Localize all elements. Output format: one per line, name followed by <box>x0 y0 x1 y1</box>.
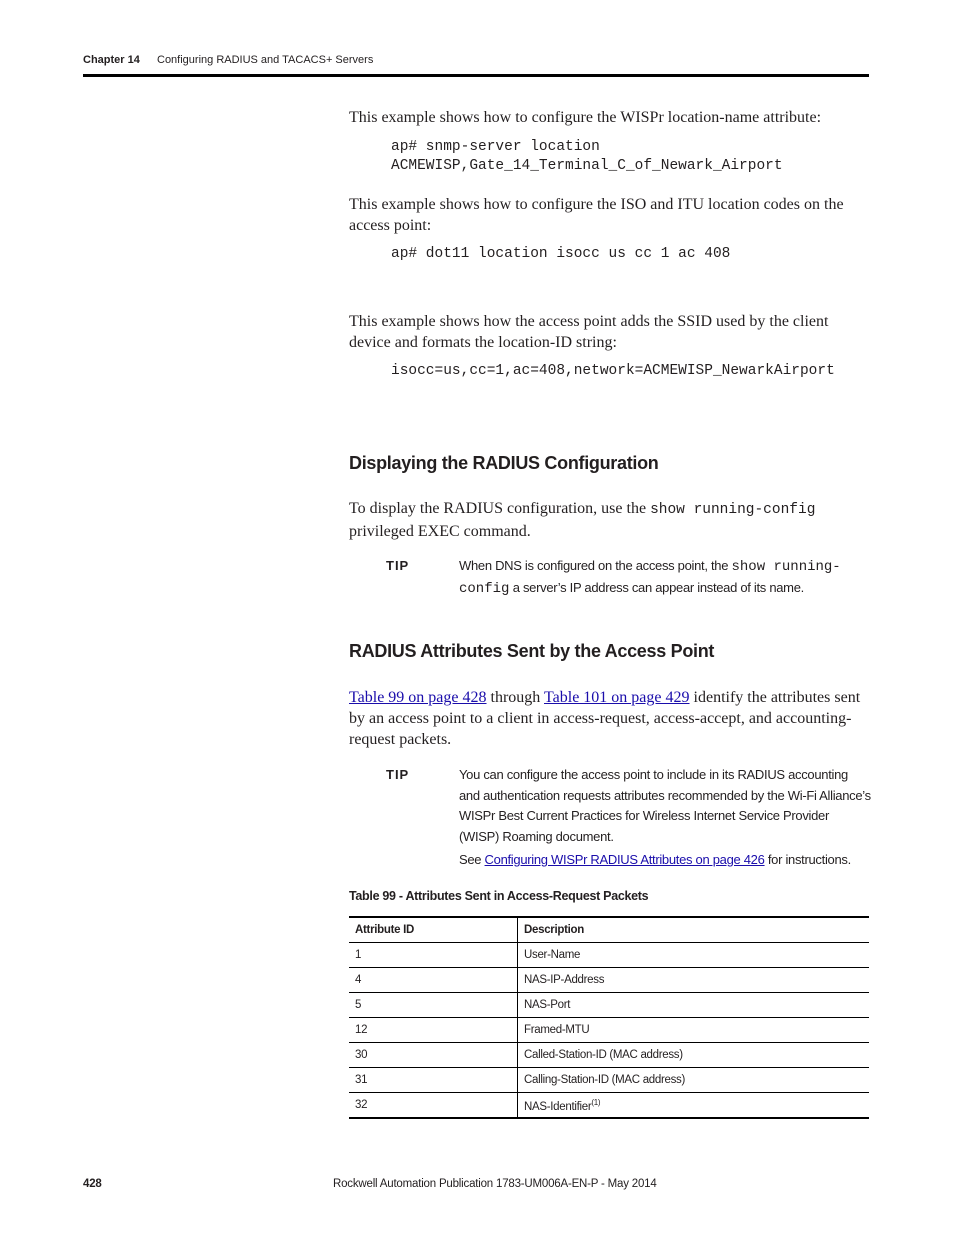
heading-displaying-radius: Displaying the RADIUS Configuration <box>349 453 659 473</box>
cell-attribute-id: 30 <box>349 1043 518 1068</box>
tip-label: TIP <box>386 558 410 573</box>
code-location-id: isocc=us,cc=1,ac=408,network=ACMEWISP_NewarkAirport <box>391 363 835 379</box>
paragraph-text: To display the RADIUS configuration, use the <box>349 500 651 517</box>
cell-attribute-id: 1 <box>349 943 518 968</box>
cell-description <box>518 1093 870 1119</box>
inline-code-show-running-config: show running-config <box>650 502 816 518</box>
table-row <box>349 943 869 968</box>
paragraph-display-config <box>349 498 871 542</box>
footer-page-number: 428 <box>83 1178 102 1190</box>
code-location-name: ap# snmp-server location ACMEWISP,Gate_14_Terminal_C_of_Newark_Airport <box>391 139 783 174</box>
tip-dns <box>459 556 871 599</box>
paragraph-text: privileged EXEC command. <box>349 523 531 540</box>
table-header-row <box>349 917 869 943</box>
cell-attribute-id: 31 <box>349 1068 518 1093</box>
cell-attribute-id: 32 <box>349 1093 518 1119</box>
header-rule <box>83 74 869 77</box>
code-location-codes: ap# dot11 location isocc us cc 1 ac 408 <box>391 246 731 262</box>
link-table-101[interactable]: Table 101 on page 429 <box>544 689 690 706</box>
cell-attribute-id: 4 <box>349 968 518 993</box>
inline-code-config: config <box>459 580 510 597</box>
paragraph-location-codes: This example shows how to configure the ISO and ITU location codes on the access point: <box>349 196 844 234</box>
link-configuring-wispr[interactable]: Configuring WISPr RADIUS Attributes on page 426 <box>484 852 765 867</box>
table-row <box>349 1093 869 1119</box>
attributes-table <box>349 916 869 1119</box>
tip-see-line <box>459 850 871 871</box>
tip-text: for instructions. <box>764 852 851 867</box>
tip-text: a server’s IP address can appear instead of its name. <box>509 579 804 595</box>
cell-description: Called-Station-ID (MAC address) <box>518 1043 870 1068</box>
cell-description: Calling-Station-ID (MAC address) <box>518 1068 870 1093</box>
description-text: NAS-Identifier <box>524 1100 592 1113</box>
link-table-99[interactable]: Table 99 on page 428 <box>349 689 487 706</box>
cell-description: NAS-IP-Address <box>518 968 870 993</box>
column-header-attribute-id: Attribute ID <box>349 917 518 943</box>
tip-text: When DNS is configured on the access point, the <box>459 558 732 573</box>
table-row <box>349 1068 869 1093</box>
table-row <box>349 1018 869 1043</box>
tip-wispr <box>459 765 871 871</box>
table-row <box>349 968 869 993</box>
cell-description: NAS-Port <box>518 993 870 1018</box>
paragraph-text: through <box>486 689 544 706</box>
heading-radius-attributes: RADIUS Attributes Sent by the Access Point <box>349 641 715 661</box>
table-row <box>349 1043 869 1068</box>
column-header-description: Description <box>518 917 870 943</box>
tip-text: You can configure the access point to include in its RADIUS accounting and authentication requests attributes recommended by the Wi-Fi Alliance’s WISPr Best Current Practices for Wireless Internet Service Provider (WISP) Roaming document. <box>459 767 871 844</box>
table-row <box>349 993 869 1018</box>
footnote-marker: (1) <box>591 1097 601 1107</box>
inline-code-show-running: show running- <box>731 559 841 575</box>
cell-attribute-id: 12 <box>349 1018 518 1043</box>
tip-text: See <box>459 852 485 867</box>
paragraph-location-id: This example shows how the access point adds the SSID used by the client device and formats the location-ID string: <box>349 313 829 351</box>
cell-description: User-Name <box>518 943 870 968</box>
header-title: Configuring RADIUS and TACACS+ Servers <box>157 54 374 66</box>
header-chapter: Chapter 14 <box>83 54 140 66</box>
footer-publication: Rockwell Automation Publication 1783-UM006A-EN-P - May 2014 <box>333 1178 657 1190</box>
cell-attribute-id: 5 <box>349 993 518 1018</box>
tip-label: TIP <box>386 767 410 782</box>
paragraph-attributes <box>349 687 871 750</box>
paragraph-location-name: This example shows how to configure the WISPr location-name attribute: <box>349 109 822 126</box>
table-caption: Table 99 - Attributes Sent in Access-Request Packets <box>349 889 649 903</box>
cell-description: Framed-MTU <box>518 1018 870 1043</box>
paragraph-text: identify the attributes sent by an access point to a client in access-request, access-accept, and accounting-request packets. <box>349 689 861 748</box>
